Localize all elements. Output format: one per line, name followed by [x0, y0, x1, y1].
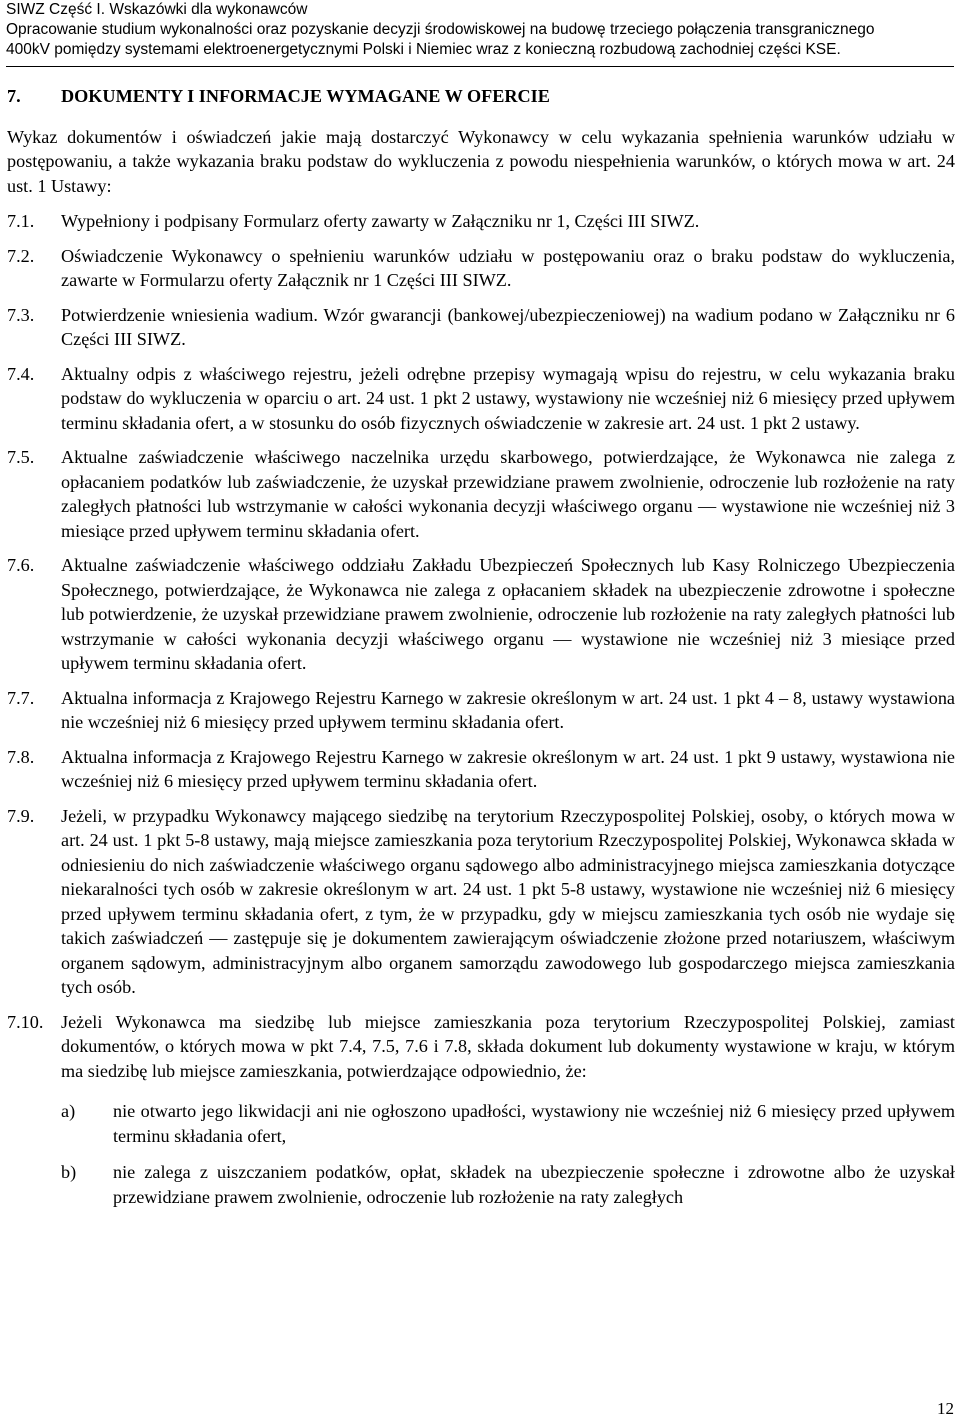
page-number: 12: [937, 1399, 954, 1418]
item-text: Aktualna informacja z Krajowego Rejestru Karnego w zakresie określonym w art. 24 ust. 1 pkt 4 – 8, ustawy wystawiona nie wcześniej niż 6 miesięcy przed upływem terminu składania ofert.: [61, 687, 955, 732]
item-number: 7.2.: [7, 245, 35, 266]
item-number: 7.10.: [7, 1011, 44, 1032]
item-text: Jeżeli Wykonawca ma siedzibę lub miejsce zamieszkania poza terytorium Rzeczypospolitej Polskiej, zamiast dokumentów, o których mowa w pkt 7.4, 7.5, 7.6 i 7.8, składa dokument lub dokumenty wystawione w kraju, w którym ma siedzibę lub miejsce zamieszkania, potwierdzające odpowiednio, że:: [61, 1011, 955, 1081]
item-number: 7.5.: [7, 447, 35, 467]
sub-item-text: nie otwarto jego likwidacji ani nie ogłoszono upadłości, wystawiony nie wcześniej niż 6 miesięcy przed upływem terminu składania ofert,: [113, 1101, 955, 1146]
list-item-7-3: [7, 303, 955, 352]
list-item-7-6: [7, 553, 955, 676]
sub-item-a: [61, 1099, 955, 1148]
item-text: Jeżeli, w przypadku Wykonawcy mającego siedzibę na terytorium Rzeczypospolitej Polskiej, osoby, o których mowa w art. 24 ust. 1 pkt 5-8 ustawy, mają miejsce zamieszkania poza terytorium Rzeczypospolitej Polskiej, Wykonawca składa w odniesieniu do nich zaświadczenie właściwego organu sądowego albo administracyjnego miejsca zamieszkania dotyczące niekaralności tych osób w zakresie określonym w art. 24 ust. 1 pkt 5-8 ustawy, wystawione nie wcześniej niż 6 miesięcy przed upływem terminu składania ofert, z tym, że w przypadku, gdy w miejscu zamieszkania tych osób nie wydaje się takich zaświadczeń — zastępuje się je dokumentem zawierającym oświadczenie złożone przed notariuszem, właściwym organem sądowym, administracyjnym albo organem samorządu zawodowego lub gospodarczego miejsca zamieszkania tych osób.: [61, 805, 955, 997]
item-text: Aktualne zaświadczenie właściwego naczelnika urzędu skarbowego, potwierdzające, że Wykonawca nie zalega z opłacaniem podatków lub zaświadczenie, że uzyskał przewidziane prawem zwolnienie, odroczenie lub rozłożenie na raty zaległych płatności lub wstrzymanie w całości wykonania decyzji właściwego organu — wystawione nie wcześniej niż 3 miesiące przed upływem terminu składania ofert.: [61, 447, 955, 541]
item-text: Aktualny odpis z właściwego rejestru, jeżeli odrębne przepisy wymagają wpisu do rejestru, w celu wykazania braku podstaw do wykluczenia w oparciu o art. 24 ust. 1 pkt 2 ustawy, wystawiony nie wcześniej niż 6 miesięcy przed upływem terminu składania ofert, a w stosunku do osób fizycznych oświadczenie w zakresie art. 24 ust. 1 pkt 2 ustawy.: [61, 363, 955, 433]
item-number: 7.6.: [7, 555, 35, 575]
section-title: DOKUMENTY I INFORMACJE WYMAGANE W OFERCIE: [61, 86, 550, 106]
item-text: Oświadczenie Wykonawcy o spełnieniu warunków udziału w postępowaniu oraz o braku podstaw do wykluczenia, zawarte w Formularzu oferty Załącznik nr 1 Części III SIWZ.: [61, 245, 955, 290]
sub-item-b: [61, 1160, 955, 1209]
sub-item-letter: a): [61, 1101, 76, 1121]
item-number: 7.4.: [7, 363, 35, 384]
item-text: Aktualna informacja z Krajowego Rejestru Karnego w zakresie określonym w art. 24 ust. 1 pkt 9 ustawy, wystawiona nie wcześniej niż 6 miesięcy przed upływem terminu składania ofert.: [61, 746, 955, 791]
item-number: 7.7.: [7, 687, 35, 708]
list-item-7-10: [7, 1010, 955, 1084]
list-item-7-8: [7, 745, 955, 794]
section-heading: [7, 84, 955, 109]
item-number: 7.9.: [7, 805, 35, 826]
header-project-line-2: 400kV pomiędzy systemami elektroenergetycznymi Polski i Niemiec wraz z konieczną rozbudową zachodniej części KSE.: [6, 41, 841, 58]
list-item-7-1: [7, 209, 955, 234]
header-divider: [6, 66, 954, 67]
item-number: 7.3.: [7, 304, 35, 325]
item-number: 7.1.: [7, 211, 35, 231]
sub-item-text: nie zalega z uiszczaniem podatków, opłat, składek na ubezpieczenie społeczne i zdrowotne albo że uzyskał przewidziane prawem zwolnienie, odroczenie lub rozłożenie na raty zaległych: [113, 1162, 955, 1207]
header-title: SIWZ Część I. Wskazówki dla wykonawców: [6, 1, 308, 18]
document-body: [7, 84, 955, 1221]
header-project-line-1: Opracowanie studium wykonalności oraz pozyskanie decyzji środowiskowej na budowę trzeciego połączenia transgranicznego: [6, 21, 875, 38]
item-number: 7.8.: [7, 746, 35, 767]
item-text: Potwierdzenie wniesienia wadium. Wzór gwarancji (bankowej/ubezpieczeniowej) na wadium podano w Załączniku nr 6 Części III SIWZ.: [61, 304, 955, 349]
list-item-7-7: [7, 686, 955, 735]
list-item-7-9: [7, 804, 955, 1000]
list-item-7-5: [7, 445, 955, 543]
document-header: [6, 0, 956, 60]
item-text: Aktualne zaświadczenie właściwego oddziału Zakładu Ubezpieczeń Społecznych lub Kasy Rolniczego Ubezpieczenia Społecznego, potwierdzające, że Wykonawca nie zalega z opłacaniem składek na ubezpieczenie zdrowotne i społeczne lub potwierdzenie, że uzyskał przewidziane prawem zwolnienie, odroczenie lub rozłożenie na raty zaległych płatności lub wstrzymanie w całości wykonania decyzji właściwego organu — wystawione nie wcześniej niż 3 miesiące przed upływem terminu składania ofert.: [61, 555, 955, 673]
sub-item-letter: b): [61, 1162, 77, 1182]
item-text: Wypełniony i podpisany Formularz oferty zawarty w Załączniku nr 1, Części III SIWZ.: [61, 211, 700, 231]
list-item-7-2: [7, 244, 955, 293]
section-intro: Wykaz dokumentów i oświadczeń jakie mają dostarczyć Wykonawcy w celu wykazania spełnienia warunków udziału w postępowaniu, a także wykazania braku podstaw do wykluczenia z powodu niespełnienia warunków, o których mowa w art. 24 ust. 1 Ustawy:: [7, 126, 955, 196]
section-number: 7.: [7, 86, 21, 106]
list-item-7-4: [7, 362, 955, 436]
